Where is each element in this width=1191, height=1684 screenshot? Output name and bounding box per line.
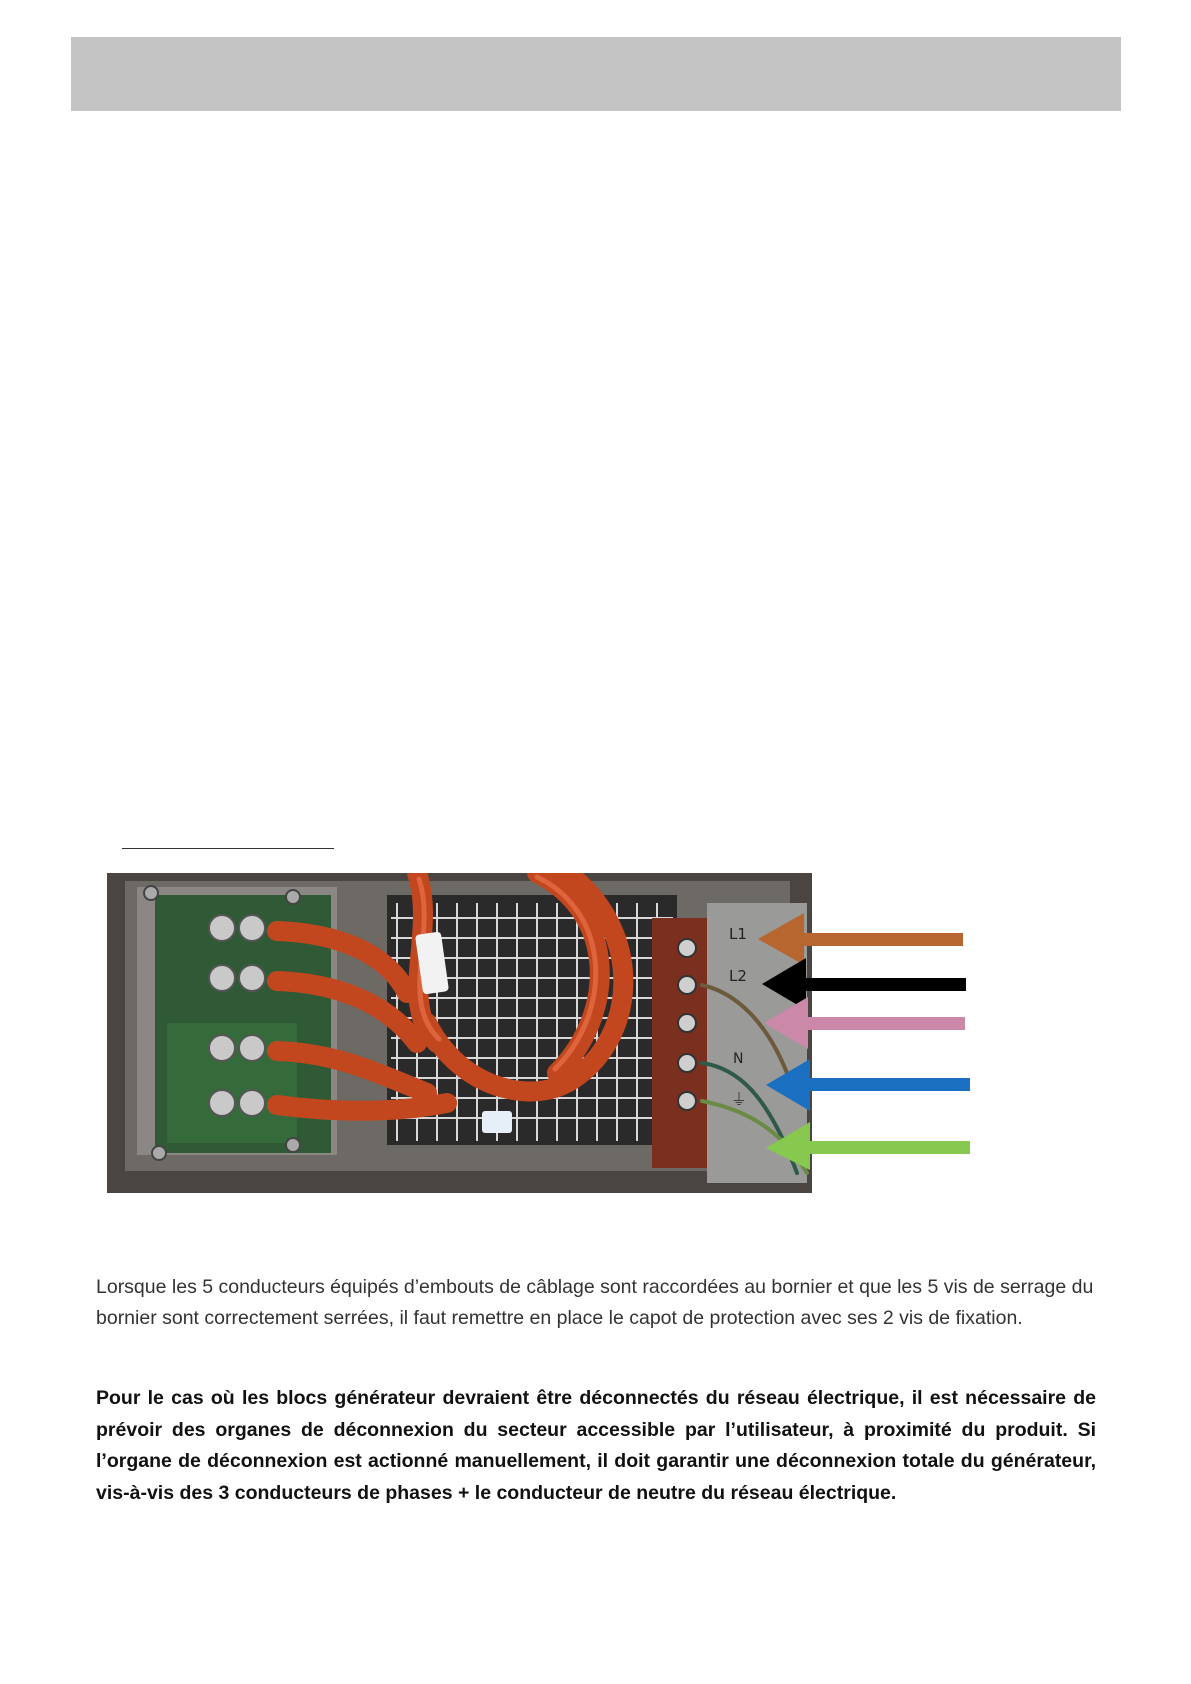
photo-label-n: N: [733, 1051, 744, 1067]
photo-label-l2: L2: [729, 967, 747, 985]
paragraph-reinstall-cover: Lorsque les 5 conducteurs équipés d’embouts de câblage sont raccordées au bornier et que les 5 vis de serrage du bornier sont correctement serrées, il faut remettre en place le capot de protection avec ses 2 vis de fixation.: [96, 1276, 1094, 1329]
header-bar: [71, 37, 1121, 111]
arrow-left-icon: [766, 1122, 970, 1170]
section-heading-underline: [122, 848, 334, 849]
arrow-left-icon: [766, 1059, 970, 1111]
photo-label-earth: ⏚: [731, 1090, 748, 1109]
arrow-left-icon: [762, 958, 966, 1010]
terminal-block-photo: [107, 873, 812, 1193]
arrow-left-icon: [758, 913, 963, 965]
paragraph-disconnection-warning: Pour le cas où les blocs générateur devraient être déconnectés du réseau électrique, il est nécessaire de prévoir des organes de déconnexion du secteur accessible par l’utilisateur, à proximité du produit. Si l’organe de déconnexion est actionné manuellement, il doit garantir une déconnexion totale du générateur, vis-à-vis des 3 conducteurs de phases + le conducteur de neutre du réseau électrique.: [96, 1387, 1096, 1504]
arrow-left-icon: [764, 997, 965, 1049]
photo-label-l1: L1: [729, 925, 747, 943]
